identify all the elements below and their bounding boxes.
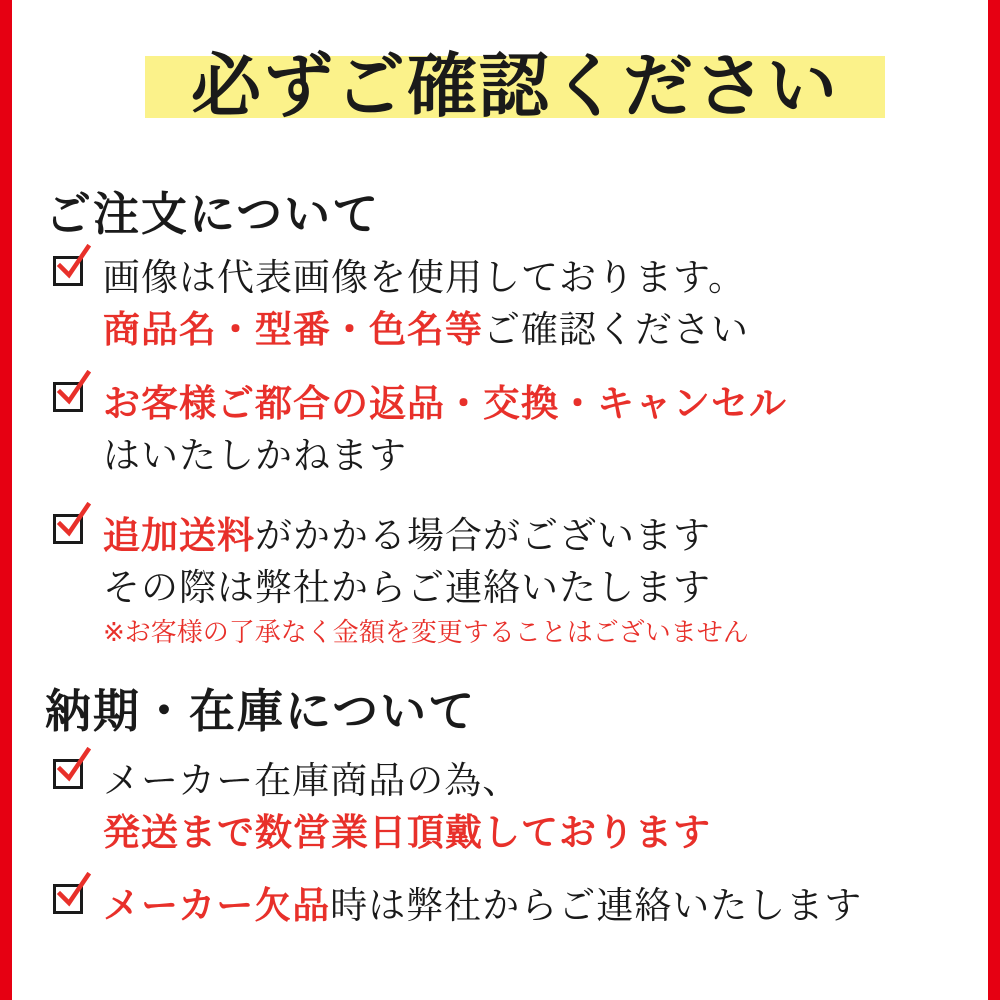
checkbox-checked-icon [53, 884, 87, 918]
list-item-line: お客様ご都合の返品・交換・キャンセル [103, 382, 787, 425]
check-mark-icon [55, 502, 91, 538]
notice-content [40, 0, 960, 1000]
checkbox-checked-icon [53, 759, 87, 793]
checkbox-checked-icon [53, 256, 87, 290]
list-item [45, 880, 955, 932]
list-item [45, 755, 955, 859]
left-red-bar [0, 0, 12, 1000]
list-item-line: 画像は代表画像を使用しております。 [103, 256, 747, 299]
right-red-bar [988, 0, 1000, 1000]
check-mark-icon [55, 747, 91, 783]
checkbox-checked-icon [53, 382, 87, 416]
checkbox-checked-icon [53, 514, 87, 548]
list-item [45, 510, 955, 652]
section-heading-delivery: 納期・在庫について [45, 684, 477, 738]
page-title-text: 必ずご確認ください [191, 45, 839, 127]
section-heading-order: ご注文について [45, 187, 381, 241]
list-item-line: 発送まで数営業日頂戴しております [103, 811, 711, 854]
list-item-line: 追加送料がかかる場合がございます [103, 514, 711, 557]
list-item [45, 378, 955, 482]
list-item-line: 商品名・型番・色名等ご確認ください [103, 308, 749, 351]
list-item-line: その際は弊社からご連絡いたします [103, 566, 711, 609]
check-mark-icon [55, 370, 91, 406]
list-item-note: ※お客様の了承なく金額を変更することはございません [103, 618, 749, 648]
check-mark-icon [55, 872, 91, 908]
check-mark-icon [55, 244, 91, 280]
list-item-line: はいたしかねます [103, 434, 407, 477]
list-item [45, 252, 955, 356]
list-item-line: メーカー在庫商品の為、 [103, 759, 521, 802]
page-title [145, 38, 885, 134]
list-item-line: メーカー欠品時は弊社からご連絡いたします [103, 884, 863, 927]
